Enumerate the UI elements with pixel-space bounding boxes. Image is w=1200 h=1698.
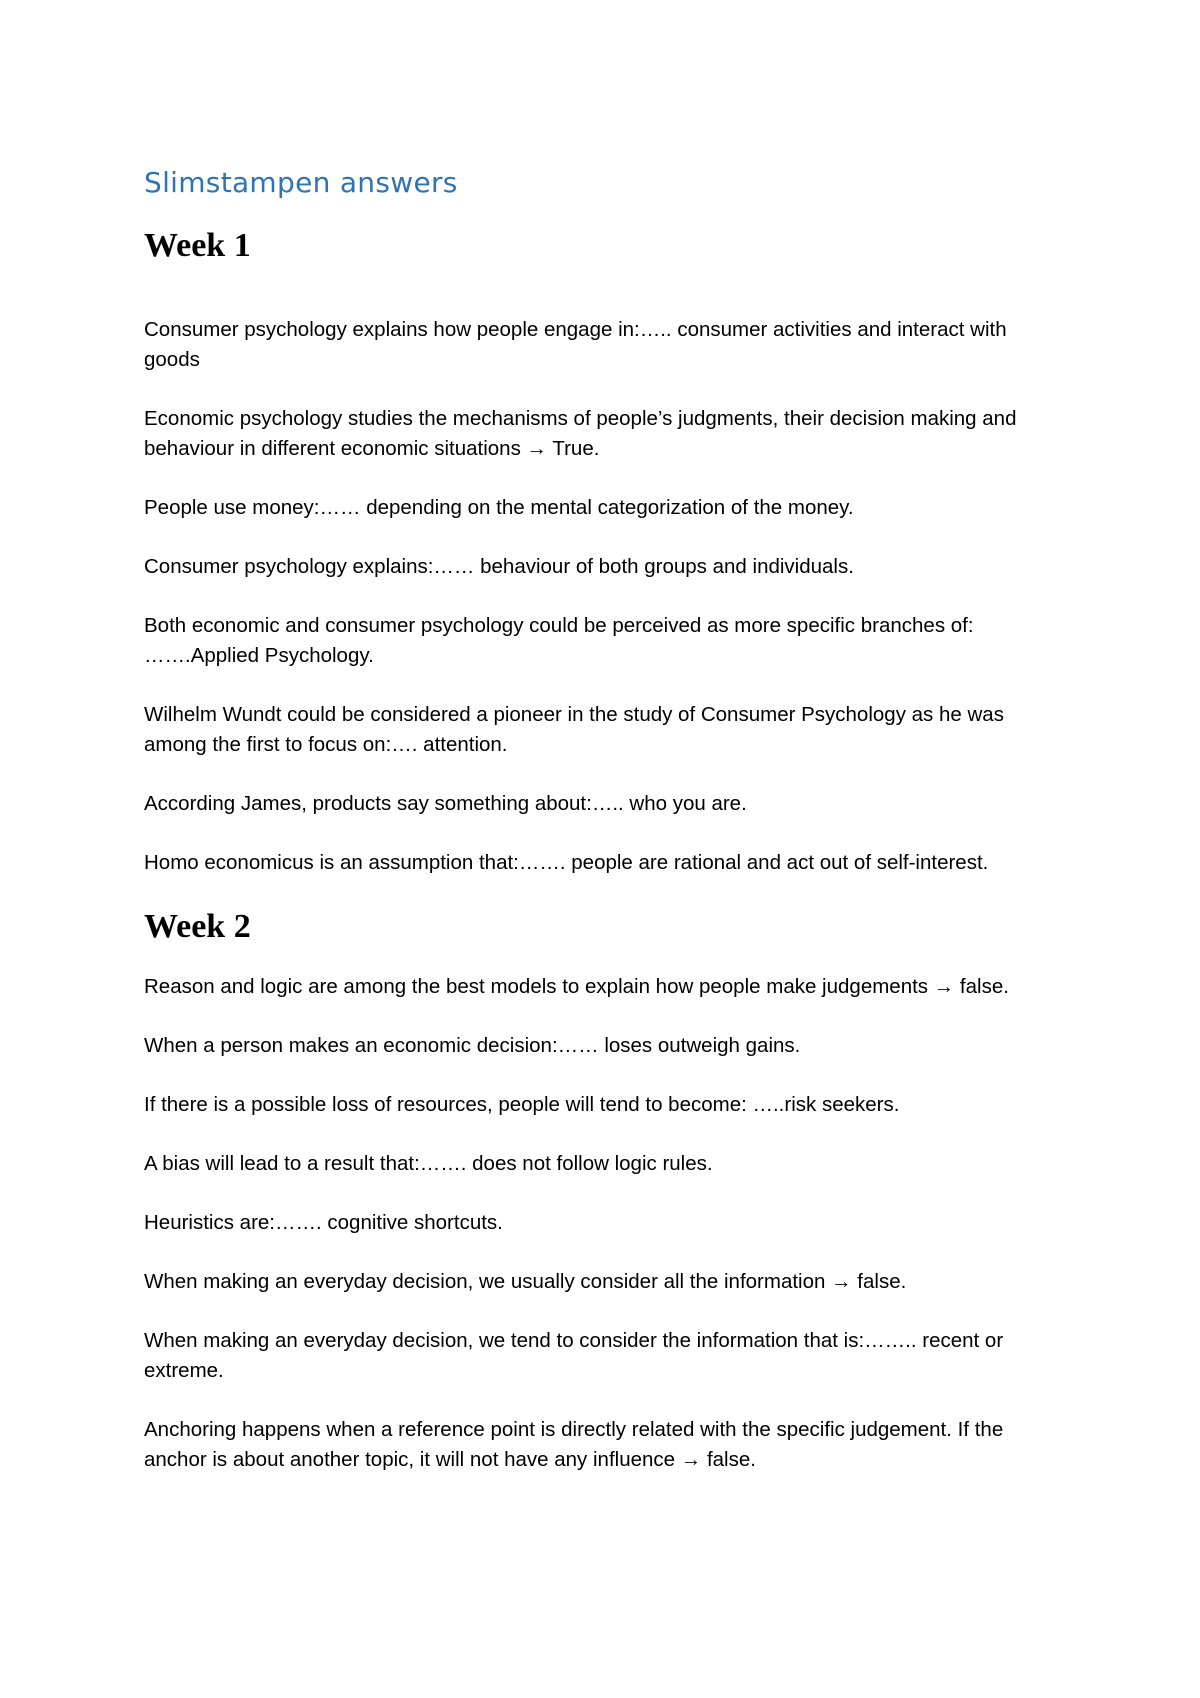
answer-paragraph: Heuristics are:……. cognitive shortcuts. [144, 1211, 503, 1234]
answer-paragraph: People use money:…… depending on the mental categorization of the money. [144, 496, 854, 519]
answer-paragraph: Reason and logic are among the best models to explain how people make judgements → false. [144, 975, 1009, 998]
answer-paragraph: Wilhelm Wundt could be considered a pioneer in the study of Consumer Psychology as he was among the first to focus on:…. attention. [144, 703, 1004, 756]
answer-paragraph: When making an everyday decision, we tend to consider the information that is:…….. recent or extreme. [144, 1329, 1004, 1382]
answer-paragraph: Homo economicus is an assumption that:……. people are rational and act out of self-interest. [144, 851, 989, 874]
answer-paragraph: A bias will lead to a result that:……. does not follow logic rules. [144, 1152, 713, 1175]
answer-paragraph: According James, products say something about:….. who you are. [144, 792, 747, 815]
week-2-heading: Week 2 [144, 908, 251, 945]
document-body [144, 166, 1064, 1504]
answer-paragraph: Anchoring happens when a reference point is directly related with the specific judgement. If the anchor is about another topic, it will not have any influence → false. [144, 1418, 1004, 1471]
document-title: Slimstampen answers [144, 166, 458, 199]
week-1-heading: Week 1 [144, 227, 251, 264]
answer-paragraph: Both economic and consumer psychology could be perceived as more specific branches of: …….Applied Psychology. [144, 614, 974, 667]
answer-paragraph: Economic psychology studies the mechanisms of people’s judgments, their decision making and behaviour in different economic situations → True. [144, 407, 1017, 460]
answer-paragraph: Consumer psychology explains how people engage in:….. consumer activities and interact with goods [144, 318, 1007, 371]
answer-paragraph: If there is a possible loss of resources, people will tend to become: …..risk seekers. [144, 1093, 900, 1116]
answer-paragraph: When making an everyday decision, we usually consider all the information → false. [144, 1270, 907, 1293]
answer-paragraph: Consumer psychology explains:…… behaviour of both groups and individuals. [144, 555, 854, 578]
answer-paragraph: When a person makes an economic decision:…… loses outweigh gains. [144, 1034, 801, 1057]
